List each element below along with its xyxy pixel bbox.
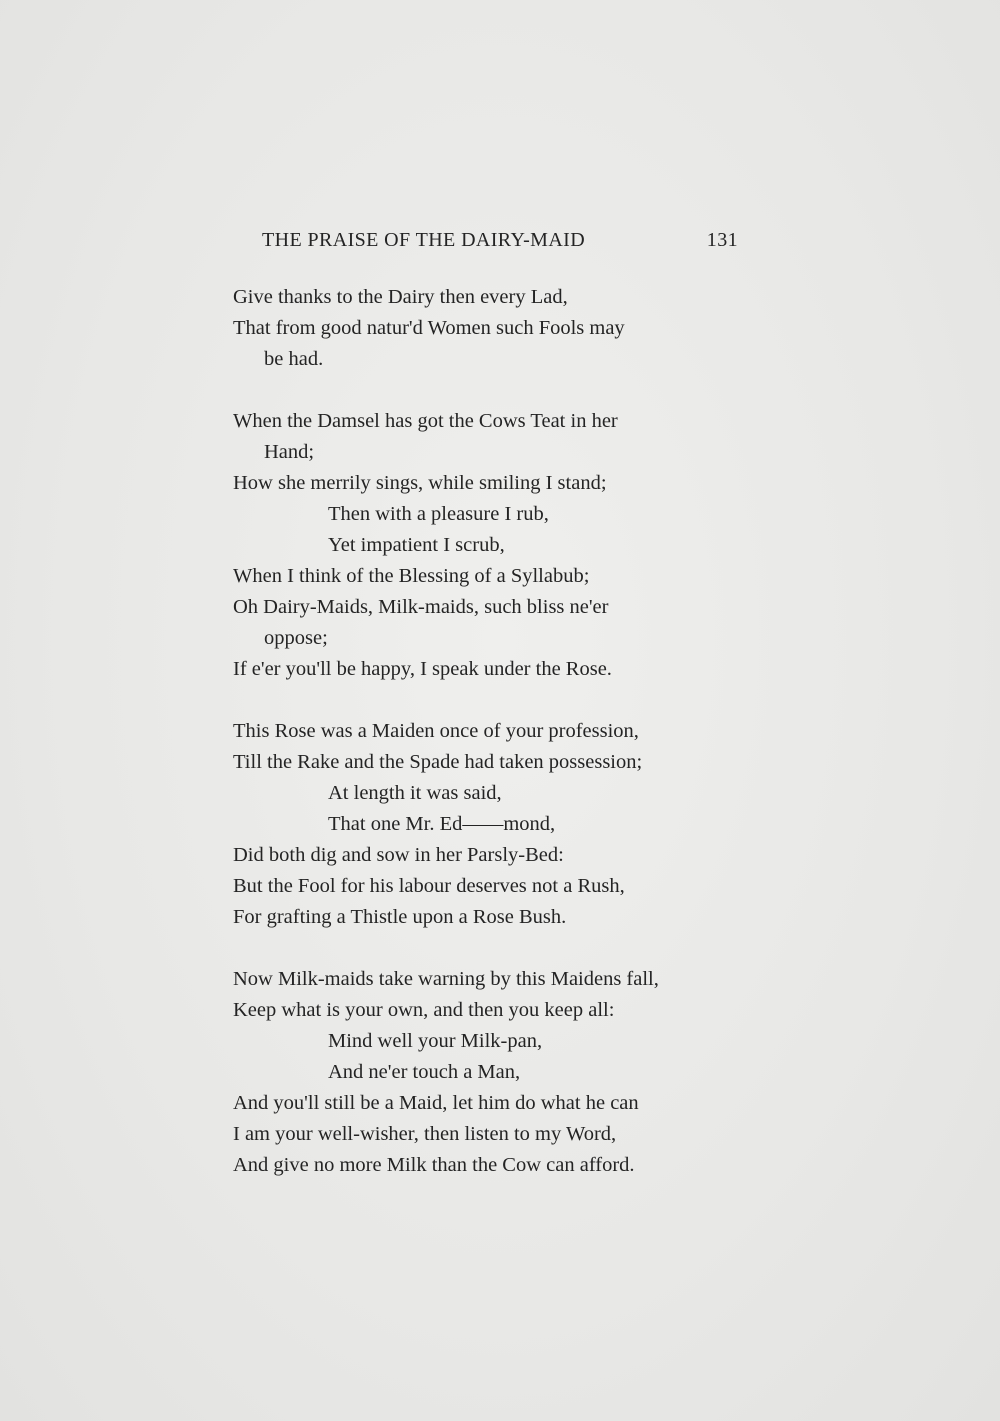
- poem-line: Give thanks to the Dairy then every Lad,: [233, 286, 568, 308]
- poem-line: That from good natur'd Women such Fools may: [233, 317, 625, 339]
- poem-line: But the Fool for his labour deserves not a Rush,: [233, 875, 625, 897]
- poem-line: Oh Dairy-Maids, Milk-maids, such bliss ne'er: [233, 596, 609, 618]
- poem-line: For grafting a Thistle upon a Rose Bush.: [233, 906, 567, 928]
- poem-line: This Rose was a Maiden once of your profession,: [233, 720, 639, 742]
- poem-line: Now Milk-maids take warning by this Maidens fall,: [233, 968, 659, 990]
- poem-line: When I think of the Blessing of a Syllabub;: [233, 565, 590, 587]
- poem-body: [233, 282, 743, 1181]
- stanza-4: [233, 964, 743, 1181]
- poem-line: And you'll still be a Maid, let him do what he can: [233, 1092, 639, 1114]
- poem-line-indented: Then with a pleasure I rub,: [328, 503, 549, 525]
- stanza-2: [233, 406, 743, 685]
- poem-line-indented: Mind well your Milk-pan,: [328, 1030, 543, 1052]
- poem-line-turnover: be had.: [264, 348, 324, 370]
- stanza-3: [233, 716, 743, 933]
- poem-line: And give no more Milk than the Cow can afford.: [233, 1154, 635, 1176]
- poem-line: Keep what is your own, and then you keep all:: [233, 999, 615, 1021]
- running-title: THE PRAISE OF THE DAIRY-MAID: [262, 229, 586, 251]
- stanza-1: [233, 282, 743, 375]
- poem-line: How she merrily sings, while smiling I stand;: [233, 472, 607, 494]
- poem-line: If e'er you'll be happy, I speak under the Rose.: [233, 658, 612, 680]
- poem-line-indented: And ne'er touch a Man,: [328, 1061, 521, 1083]
- page-number: 131: [706, 229, 738, 251]
- poem-line-indented: At length it was said,: [328, 782, 502, 804]
- poem-line-turnover: Hand;: [264, 441, 315, 463]
- poem-line-turnover: oppose;: [264, 627, 328, 649]
- poem-line-indented: That one Mr. Ed——mond,: [328, 813, 556, 835]
- poem-line: Till the Rake and the Spade had taken possession;: [233, 751, 643, 773]
- poem-line: I am your well-wisher, then listen to my Word,: [233, 1123, 617, 1145]
- poem-line: Did both dig and sow in her Parsly-Bed:: [233, 844, 564, 866]
- running-head: [262, 229, 742, 255]
- poem-line-indented: Yet impatient I scrub,: [328, 534, 505, 556]
- poem-line: When the Damsel has got the Cows Teat in her: [233, 410, 618, 432]
